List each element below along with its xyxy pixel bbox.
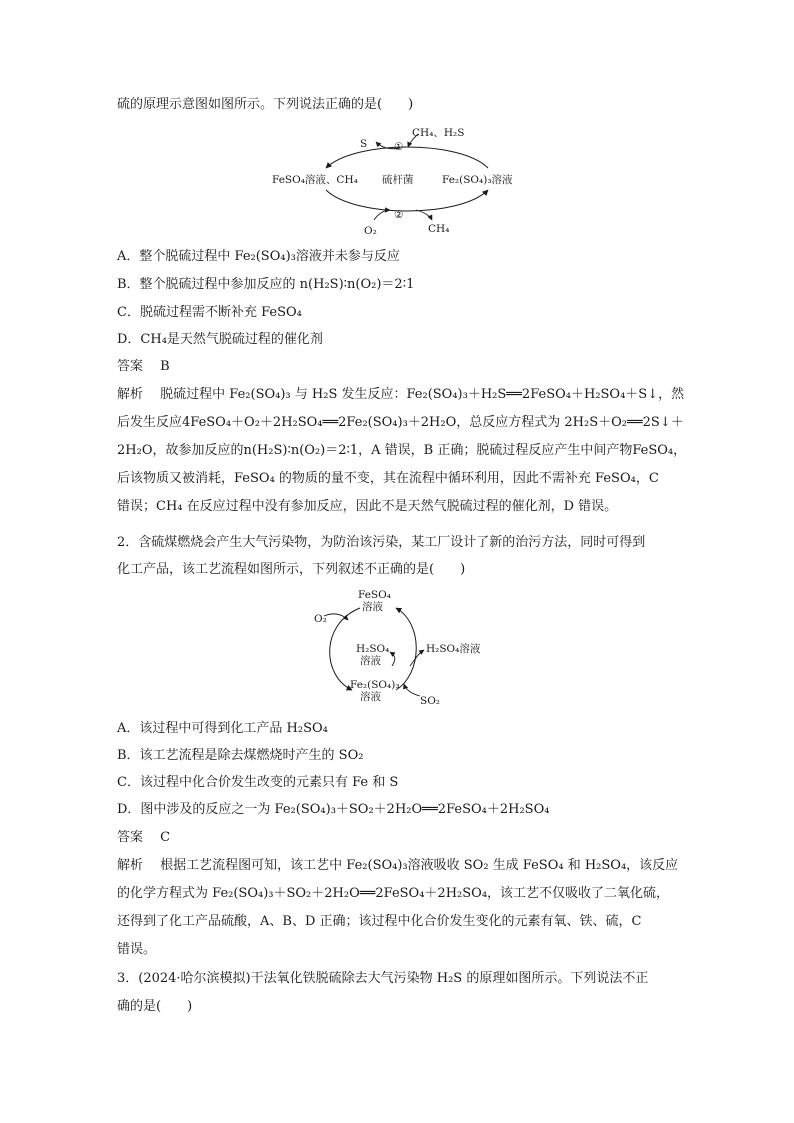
analysis-label: 解析 [117,858,144,873]
q1-diagram-ch4: CH₄ [428,223,450,235]
q1-analysis-line-5: 错误；CH₄ 在反应过程中没有参加反应，因此不是天然气脱硫过程的催化剂，D 错误。 [117,499,618,514]
q2-diagram-so2: SO₂ [420,695,441,707]
analysis-label: 解析 [117,387,144,402]
q1-analysis-line-4: 后该物质又被消耗，FeSO₄ 的物质的量不变，其在流程中循环利用，因此不需补充 FeSO₄，C [117,471,659,486]
q2-option-d: D．图中涉及的反应之一为 Fe₂(SO₄)₃＋SO₂＋2H₂O══2FeSO₄＋2H₂SO₄ [117,802,550,817]
q2-diagram-o2: O₂ [314,613,327,625]
q1-analysis-line-3: 2H₂O，故参加反应的n(H₂S)∶n(O₂)＝2∶1，A 错误，B 正确；脱硫过程反应产生中间产物FeSO₄， [117,443,687,458]
q2-option-a: A．该过程中可得到化工产品 H₂SO₄ [117,721,328,736]
q2-analysis-line-3: 还得到了化工产品硫酸，A、B、D 正确；该过程中化合价发生变化的元素有氧、铁、硫，C [117,914,642,929]
analysis-text: 脱硫过程中 Fe₂(SO₄)₃ 与 H₂S 发生反应：Fe₂(SO₄)₃＋H₂S══2FeSO₄＋H₂SO₄＋S↓，然 [160,387,685,402]
q2-analysis-line-2: 的化学方程式为 Fe₂(SO₄)₃＋SO₂＋2H₂O══2FeSO₄＋2H₂SO₄，该工艺不仅吸收了二氧化硫， [117,886,670,901]
q2-answer-line [117,829,170,847]
q2-diagram-mid2: 溶液 [360,655,381,667]
q2-diagram-top: FeSO₄ [358,589,391,601]
q2-diagram-bottom: Fe₂(SO₄)₃ [350,679,400,691]
analysis-text: 根据工艺流程图可知，该工艺中 Fe₂(SO₄)₃溶液吸收 SO₂ 生成 FeSO₄ 和 H₂SO₄，该反应 [160,858,679,873]
q1-diagram-o2: O₂ [364,225,377,237]
q1-diagram-center: 硫杆菌 [382,174,414,186]
q1-option-c: C．脱硫过程需不断补充 FeSO₄ [117,305,302,320]
q2-diagram-mid: H₂SO₄ [356,643,390,655]
q1-diagram-left: FeSO₄溶液、CH₄ [272,174,358,186]
q1-cycle-diagram [260,120,550,240]
q1-diagram-right: Fe₂(SO₄)₃溶液 [442,174,513,186]
q1-option-b: B．整个脱硫过程中参加反应的 n(H₂S)∶n(O₂)＝2∶1 [117,277,415,292]
q1-option-d: D．CH₄是天然气脱硫过程的催化剂 [117,332,323,347]
answer-value: C [160,830,171,845]
q2-option-b: B．该工艺流程是除去煤燃烧时产生的 SO₂ [117,748,364,763]
q2-diagram-out: H₂SO₄溶液 [426,643,481,655]
answer-label: 答案 [117,830,144,845]
q1-analysis-line-2: 后发生反应4FeSO₄＋O₂＋2H₂SO₄══2Fe₂(SO₄)₃＋2H₂O，总反应方程式为 2H₂S＋O₂══2S↓＋ [117,415,684,430]
q1-lower-arc [326,190,488,211]
q3-stem-line-2: 确的是( ) [117,999,193,1014]
q1-diagram-top-reactants: CH₄、H₂S [412,127,465,139]
q2-analysis-line-1 [117,857,678,875]
q1-upper-arc [326,147,488,168]
q2-cycle-diagram [300,586,500,708]
q2-option-c: C．该过程中化合价发生改变的元素只有 Fe 和 S [117,775,399,790]
q2-stem-line-1: 2．含硫煤燃烧会产生大气污染物，为防治该污染，某工厂设计了新的治污方法，同时可得到 [117,535,646,550]
q2-analysis-line-4: 错误。 [117,942,157,957]
q1-answer-line [117,358,170,376]
q1-diagram-step1: ① [394,141,404,153]
answer-label: 答案 [117,359,144,374]
answer-value: B [160,359,170,374]
q1-diagram-step2: ② [394,209,404,221]
q2-diagram-top2: 溶液 [362,601,383,613]
q1-analysis-line-1 [117,386,684,404]
q2-diagram-bottom2: 溶液 [360,691,381,703]
q1-diagram-s: S [360,138,368,150]
q3-stem-line-1: 3．(2024·哈尔滨模拟)干法氧化铁脱硫除去大气污染物 H₂S 的原理如图所示。下列说法不正 [117,971,649,986]
q1-option-a: A．整个脱硫过程中 Fe₂(SO₄)₃溶液并未参与反应 [117,249,400,264]
q2-stem-line-2: 化工产品，该工艺流程如图所示，下列叙述不正确的是( ) [117,562,466,577]
q1-stem: 硫的原理示意图如图所示。下列说法正确的是( ) [117,97,414,112]
